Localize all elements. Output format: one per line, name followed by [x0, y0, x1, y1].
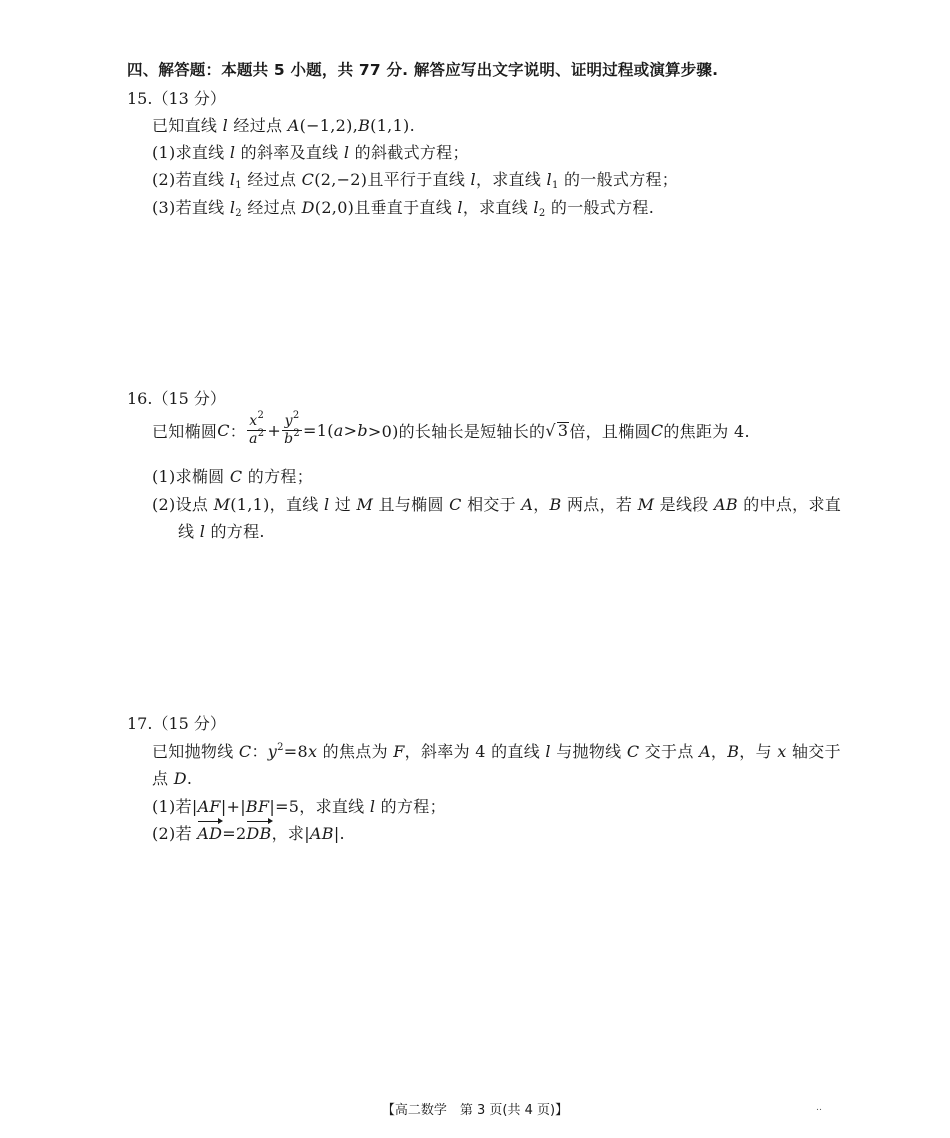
vector-db: DB — [246, 824, 272, 843]
corner-mark: ‥ — [816, 1103, 823, 1113]
q15-part3: (3)若直线 $l_2$ 经过点 D(2,0)且垂直于直线 l，求直线 $l_2$ 的一般式方程. — [152, 198, 655, 219]
q17-part1: (1)若|AF|+|BF|=5，求直线 l 的方程； — [152, 797, 446, 816]
q17-stem: 已知抛物线 C：$y^2=8x$ 的焦点为 F，斜率为 4 的直线 l 与抛物线 C 交于点 A，B，与 x 轴交于 — [152, 742, 841, 761]
q15-part1: (1)求直线 l 的斜率及直线 l 的斜截式方程； — [152, 143, 469, 162]
page-footer: 【高二数学 第 3 页(共 4 页)】 — [381, 1103, 569, 1118]
q17-number: 17.（15 分） — [127, 714, 226, 733]
q15-stem: 已知直线 l 经过点 A(−1,2),B(1,1). — [152, 116, 415, 135]
q17-stem-cont: 点 D. — [152, 769, 193, 788]
fraction-y-over-b: $\frac{y^2}{b^2}$ — [284, 409, 301, 447]
q17-part2: (2)若 AD=2DB，求|AB|. — [152, 824, 345, 843]
sqrt-symbol-icon: √ — [545, 420, 556, 440]
section-heading: 四、解答题：本题共 5 小题，共 77 分. 解答应写出文字说明、证明过程或演算步骤. — [127, 61, 719, 79]
fraction-x-over-a: $\frac{x^2}{a^2}$ — [249, 409, 265, 447]
q15-number: 15.（13 分） — [127, 89, 226, 108]
q16-stem: 已知椭圆 C ： $\frac{x^2}{a^2}$ + $\frac{y^2}{b^2}$ =1( a > b >0)的长轴长是短轴长的 √ 3 倍，且椭圆 C 的焦距为 4. — [152, 409, 750, 447]
q15-part2: (2)若直线 $l_1$ 经过点 C(2,−2)且平行于直线 l，求直线 $l_1$ 的一般式方程； — [152, 170, 679, 191]
vector-ad: AD — [197, 824, 223, 843]
q16-part2: (2)设点 M(1,1)，直线 l 过 M 且与椭圆 C 相交于 A，B 两点，若 M 是线段 AB 的中点，求直 — [152, 495, 842, 514]
q16-part2-cont: 线 l 的方程. — [178, 522, 265, 541]
q16-part1: (1)求椭圆 C 的方程； — [152, 467, 313, 486]
sqrt-radicand: 3 — [557, 420, 569, 440]
q16-number: 16.（15 分） — [127, 389, 226, 408]
